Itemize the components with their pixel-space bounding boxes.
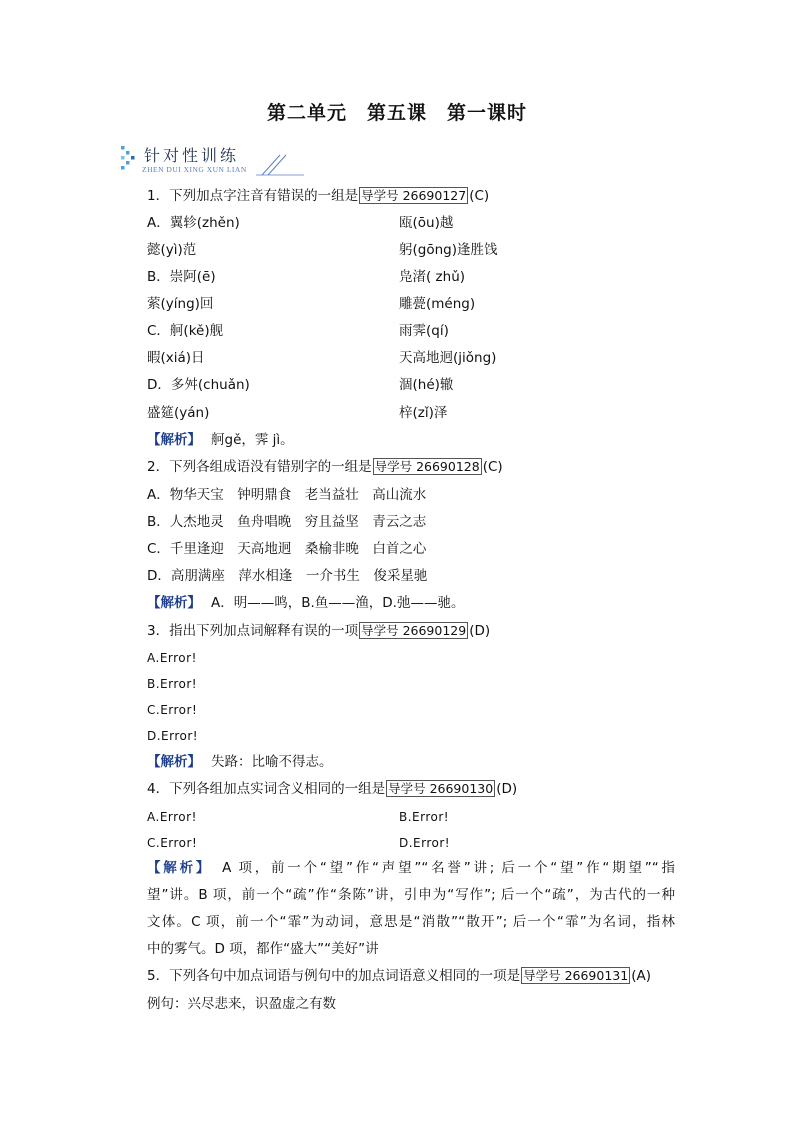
q1-option: 梓(zǐ)泽 <box>399 405 448 421</box>
question-1-stem: 1．下列加点字注音有错误的一组是 导学号 26690127 (C) <box>147 188 490 204</box>
q1-option: 涸(hé)辙 <box>399 377 454 393</box>
question-5-stem: 5．下列各句中加点词语与例句中的加点词语意义相同的一项是 导学号 26690131 (A) <box>147 968 651 984</box>
q1-option: C．舸(kě)舰 <box>147 323 224 339</box>
question-2-stem: 2．下列各组成语没有错别字的一组是 导学号 26690128 (C) <box>147 459 503 475</box>
q1-option: 懿(yì)范 <box>147 242 197 258</box>
slash-decoration-icon <box>256 149 306 177</box>
q3-option: C.Error! <box>147 703 198 717</box>
question-3-stem: 3．指出下列加点词解释有误的一项 导学号 26690129 (D) <box>147 623 491 639</box>
q3-option: B.Error! <box>147 677 198 691</box>
q1-option: 盛筵(yán) <box>147 405 210 421</box>
q4-analysis-line: 望”讲。B 项，前一个“疏”作“条陈”讲，引申为“写作”; 后一个“疏”，为古代的一种 <box>147 887 675 903</box>
guide-code: 导学号 26690129 <box>361 623 467 638</box>
q4-option: D.Error! <box>399 836 451 850</box>
q1-analysis: 【解析】 舸gě，霁 jì。 <box>147 432 294 448</box>
q1-option: 暇(xiá)日 <box>147 350 205 366</box>
section-banner <box>118 143 318 177</box>
q4-option: A.Error! <box>147 810 197 824</box>
dots-icon <box>120 144 140 176</box>
q5-example: 例句：兴尽悲来，识盈虚之有数 <box>147 996 336 1012</box>
q4-analysis-line: 中的雾气。D 项，都作“盛大”“美好”讲 <box>147 941 379 957</box>
q3-analysis: 【解析】 失路：比喻不得志。 <box>147 754 333 770</box>
q2-option: A．物华天宝 钟明鼎食 老当益壮 高山流水 <box>147 487 427 503</box>
q4-option: B.Error! <box>399 810 450 824</box>
banner-subtitle: ZHEN DUI XING XUN LIAN <box>142 165 247 174</box>
guide-code: 导学号 26690130 <box>388 781 494 796</box>
q1-option: A．翼轸(zhěn) <box>147 215 240 231</box>
q3-option: A.Error! <box>147 651 197 665</box>
q4-analysis: 【解析】 A 项，前一个“望”作“声望”“名誉”讲; 后一个“望”作“期望”“指 <box>147 860 675 876</box>
question-4-stem: 4．下列各组加点实词含义相同的一组是 导学号 26690130 (D) <box>147 781 518 797</box>
q1-option: 萦(yíng)回 <box>147 296 214 312</box>
q1-option: 凫渚( zhǔ) <box>399 269 466 285</box>
guide-code: 导学号 26690128 <box>374 459 480 474</box>
q1-option: 雨霁(qí) <box>399 323 449 339</box>
page-title: 第二单元 第五课 第一课时 <box>266 102 527 124</box>
q1-option: 雕甍(méng) <box>399 296 476 312</box>
q4-analysis-line: 文体。C 项，前一个“霏”为动词，意思是“消散”“散开”; 后一个“霏”为名词，指林 <box>147 914 675 930</box>
q1-option: 天高地迥(jiǒng) <box>399 350 497 366</box>
guide-code: 导学号 26690127 <box>361 188 467 203</box>
q1-option: D．多舛(chuǎn) <box>147 377 250 393</box>
banner-title: 针对性训练 <box>144 146 240 165</box>
q1-option: 躬(gōng)逢胜饯 <box>399 242 498 258</box>
q1-option: 瓯(ōu)越 <box>399 215 454 231</box>
q2-option: D．高朋满座 萍水相逢 一介书生 俊采星驰 <box>147 568 428 584</box>
q1-option: B．崇阿(ē) <box>147 269 216 285</box>
guide-code: 导学号 26690131 <box>523 968 629 983</box>
q3-option: D.Error! <box>147 729 199 743</box>
q2-analysis: 【解析】 A．明——鸣，B.鱼——渔，D.弛——驰。 <box>147 595 465 611</box>
q2-option: B．人杰地灵 鱼舟唱晚 穷且益坚 青云之志 <box>147 514 427 530</box>
q2-option: C．千里逢迎 天高地迥 桑榆非晚 白首之心 <box>147 541 427 557</box>
q4-option: C.Error! <box>147 836 198 850</box>
